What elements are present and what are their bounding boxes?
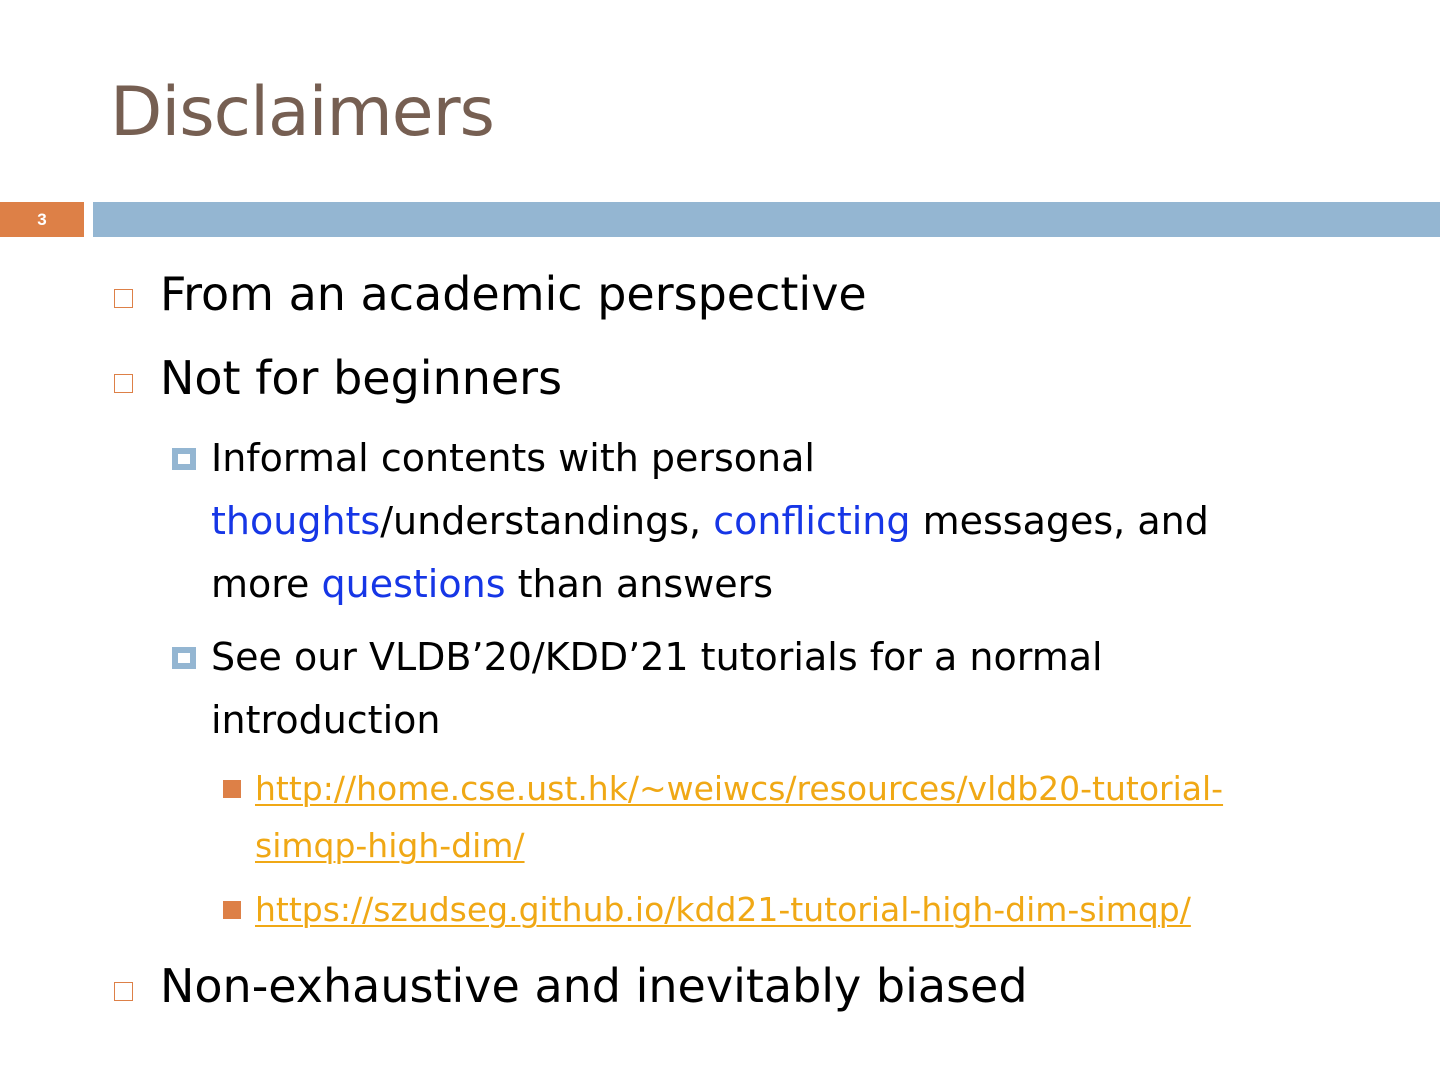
bullet-square-icon — [114, 289, 133, 308]
text-understandings: /understandings, — [380, 499, 714, 543]
slide-title: Disclaimers — [110, 73, 494, 152]
text-more: more — [211, 562, 322, 606]
bullet-non-exhaustive: Non-exhaustive and inevitably biased — [160, 959, 1028, 1013]
bullet-academic-perspective: From an academic perspective — [160, 267, 867, 321]
sub-bullet-icon — [172, 448, 196, 470]
sub-bullet-informal-line1: Informal contents with personal — [211, 436, 815, 480]
bullet-not-for-beginners: Not for beginners — [160, 351, 563, 405]
bullet-square-icon — [114, 982, 133, 1001]
sub-bullet-informal-line2 — [211, 489, 1209, 553]
slide-number-badge: 3 — [0, 202, 84, 237]
text-than-answers: than answers — [505, 562, 774, 606]
sub-bullet-tutorials-line2: introduction — [211, 698, 441, 742]
highlight-thoughts: thoughts — [211, 499, 381, 543]
bullet-square-icon — [114, 374, 133, 393]
sub-sub-bullet-icon — [223, 780, 241, 798]
vldb20-tutorial-link-line2[interactable]: simqp-high-dim/ — [255, 826, 525, 865]
sub-bullet-icon — [172, 647, 196, 669]
text-messages: messages, and — [910, 499, 1209, 543]
sub-sub-bullet-icon — [223, 901, 241, 919]
highlight-conflicting: conflicting — [713, 499, 911, 543]
sub-bullet-informal-line3 — [211, 552, 773, 616]
sub-bullet-tutorials-line1: See our VLDB’20/KDD’21 tutorials for a normal — [211, 635, 1103, 679]
kdd21-tutorial-link[interactable]: https://szudseg.github.io/kdd21-tutorial-high-dim-simqp/ — [255, 890, 1191, 929]
vldb20-tutorial-link-line1[interactable]: http://home.cse.ust.hk/~weiwcs/resources/vldb20-tutorial- — [255, 769, 1224, 808]
highlight-questions: questions — [321, 562, 506, 606]
